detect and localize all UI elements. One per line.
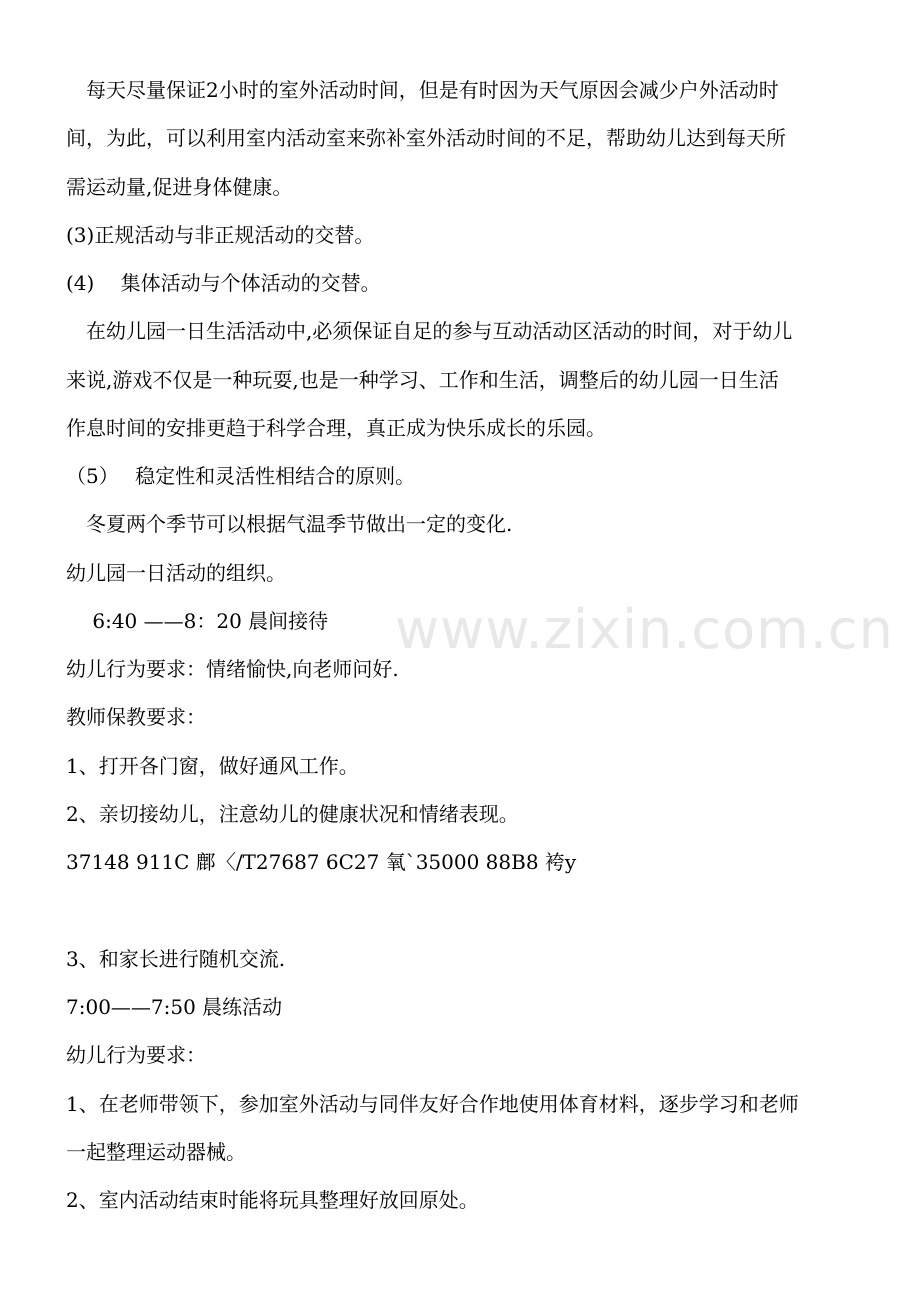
- watermark: www.zixin.com.cn: [395, 598, 894, 661]
- paragraph-line: 教师保教要求：: [66, 705, 206, 729]
- paragraph-line: 在幼儿园一日生活活动中,必须保证自足的参与互动活动区活动的时间，对于幼儿: [66, 319, 793, 343]
- paragraph-line: 幼儿行为要求：: [66, 1043, 206, 1067]
- paragraph-line: 每天尽量保证2小时的室外活动时间，但是有时因为天气原因会减少户外活动时: [66, 78, 779, 102]
- section-heading: （5） 稳定性和灵活性相结合的原则。: [66, 464, 416, 488]
- list-item: 2、亲切接幼儿，注意幼儿的健康状况和情绪表现。: [66, 802, 519, 826]
- paragraph-line: 一起整理运动器械。: [66, 1140, 246, 1164]
- garbled-line: 37148 911C 鄜〈/T27687 6C27 氧`35000 88B8 袴y: [66, 850, 577, 874]
- paragraph-line: 幼儿行为要求：情绪愉快,向老师问好.: [66, 657, 399, 681]
- section-heading: (4) 集体活动与个体活动的交替。: [66, 271, 381, 295]
- schedule-time: 6:40 ——8：20 晨间接待: [66, 609, 329, 633]
- list-item: 3、和家长进行随机交流.: [66, 947, 286, 971]
- section-heading: 幼儿园一日活动的组织。: [66, 561, 286, 585]
- schedule-time: 7:00——7:50 晨练活动: [66, 995, 283, 1019]
- paragraph-line: 冬夏两个季节可以根据气温季节做出一定的变化.: [66, 512, 513, 536]
- paragraph-line: 需运动量,促进身体健康。: [66, 175, 293, 199]
- list-item: 1、在老师带领下，参加室外活动与同伴友好合作地使用体育材料，逐步学习和老师: [66, 1092, 799, 1116]
- paragraph-line: 间，为此，可以利用室内活动室来弥补室外活动时间的不足，帮助幼儿达到每天所: [66, 126, 786, 150]
- section-heading: (3)正规活动与非正规活动的交替。: [66, 223, 375, 247]
- paragraph-line: 作息时间的安排更趋于科学合理，真正成为快乐成长的乐园。: [66, 416, 606, 440]
- list-item: 2、室内活动结束时能将玩具整理好放回原处。: [66, 1188, 479, 1212]
- paragraph-line: 来说,游戏不仅是一种玩耍,也是一种学习、工作和生活，调整后的幼儿园一日生活: [66, 368, 779, 392]
- list-item: 1、打开各门窗，做好通风工作。: [66, 754, 359, 778]
